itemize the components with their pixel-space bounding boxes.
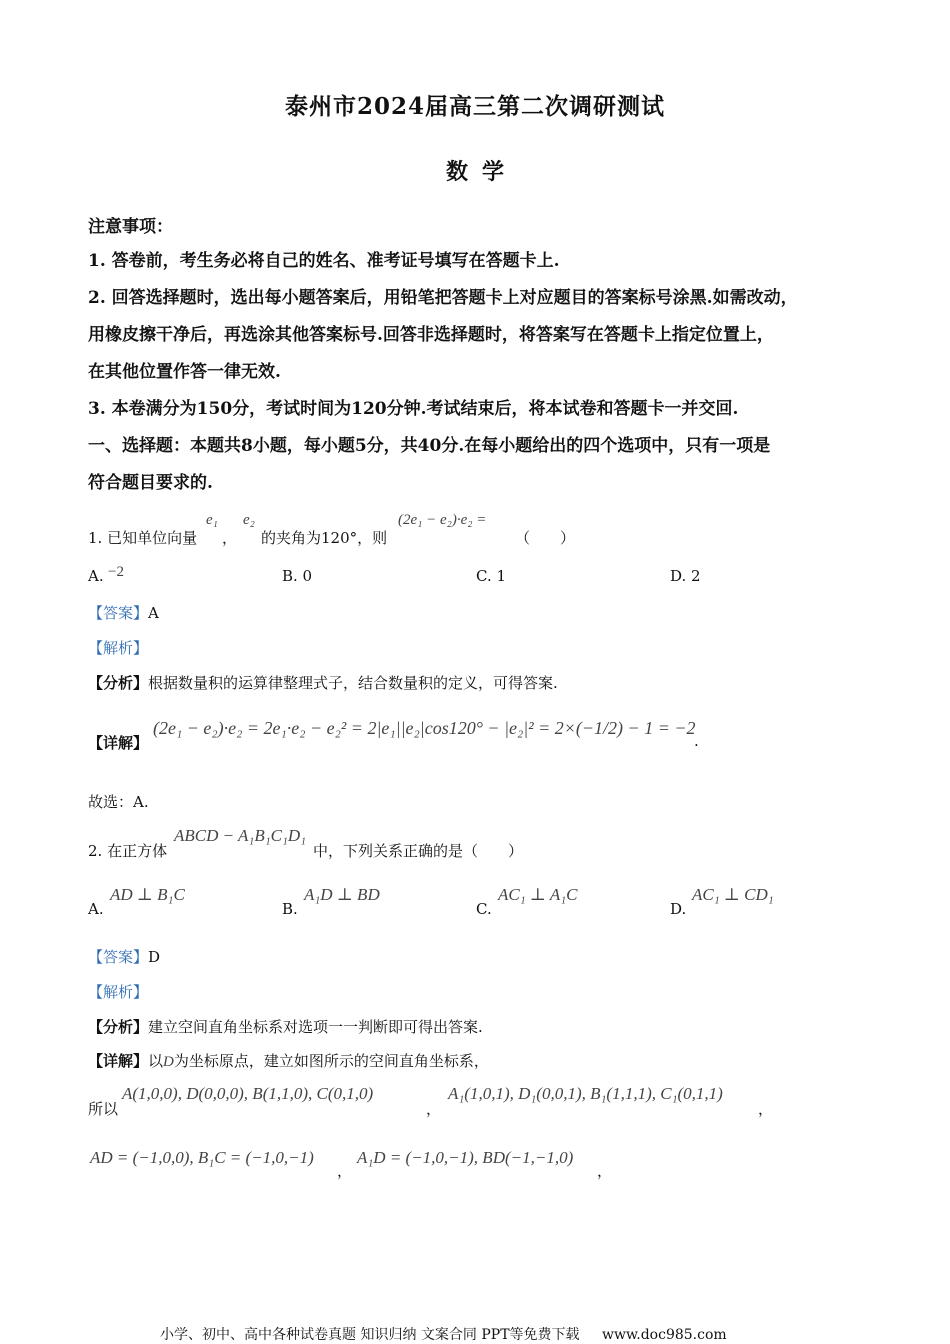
q2-vectors-1: AD = (−1,0,0), B₁C = (−1,0,−1) (90, 1148, 314, 1167)
detail-tag: 【详解】 (88, 734, 149, 752)
q2-cube: ABCD − A₁B₁C₁D₁ (174, 826, 307, 845)
q2-coords-separator: ， (426, 1100, 442, 1118)
q1-expression: (2e₁ − e₂)·e₂ = (398, 512, 487, 528)
q2-option-b-expr: A₁D ⊥ BD (304, 885, 380, 904)
section-heading-line-2: 符合题目要求的. (88, 473, 213, 493)
q1-detail-expression: (2e₁ − e₂)·e₂ = 2e₁·e₂ − e₂² = 2|e₁||e₂|cos120° − |e₂|² = 2×(−1/2) − 1 = −2 (153, 718, 696, 738)
q2-option-c-expr: AC₁ ⊥ A₁C (498, 885, 578, 904)
q1-var-e2: e₂ (243, 512, 255, 528)
q2-detail-var: D (163, 1054, 174, 1070)
notice-item-1: 1. 答卷前，考生务必将自己的姓名、准考证号填写在答题卡上. (88, 251, 560, 271)
q1-fenxi-text: 根据数量积的运算律整理式子，结合数量积的定义，可得答案. (148, 674, 558, 692)
q2-fenxi-text: 建立空间直角坐标系对选项一一判断即可得出答案. (148, 1018, 483, 1036)
q2-option-a-label: A. (88, 900, 104, 918)
exam-title: 泰州市2024届高三第二次调研测试 (284, 93, 665, 120)
q2-detail-rest: 为坐标原点，建立如图所示的空间直角坐标系， (173, 1052, 489, 1070)
q2-vectors-separator: ， (337, 1162, 353, 1180)
q1-detail-line (88, 732, 148, 753)
footer-description: 小学、初中、高中各种试卷真题 知识归纳 文案合同 PPT等免费下载 (160, 1327, 580, 1343)
q1-answer: A (148, 604, 159, 622)
q2-coords-group-2: A₁(1,0,1), D₁(0,0,1), B₁(1,1,1), C₁(0,1,1) (448, 1084, 723, 1103)
q1-var-e1: e₁ (206, 512, 218, 528)
q2-option-b-label: B. (282, 900, 298, 918)
q1-stem-middle: 的夹角为120°，则 (261, 529, 388, 547)
q1-separator: ， (222, 529, 238, 547)
q2-detail-prefix: 以 (148, 1052, 164, 1070)
subject-title: 数学 (445, 159, 518, 185)
q1-stem-start: 1. 已知单位向量 (88, 529, 198, 547)
q1-option-d: D. 2 (670, 567, 701, 585)
q1-conclusion: 故选：A. (88, 793, 149, 811)
q1-fenxi-line (88, 672, 558, 693)
fenxi-tag: 【分析】 (88, 1018, 149, 1036)
q2-option-a-expr: AD ⊥ B₁C (110, 885, 185, 904)
q2-stem-end: 中，下列关系正确的是（ ） (313, 842, 524, 860)
q1-paren: （ ） (515, 529, 576, 547)
q1-option-a-value: −2 (108, 564, 124, 580)
footer-text (160, 1324, 727, 1344)
q2-coords-group-1: A(1,0,0), D(0,0,0), B(1,1,0), C(0,1,0) (122, 1084, 374, 1103)
answer-tag: 【答案】 (88, 604, 149, 622)
q1-option-a-label: A. (88, 567, 104, 585)
q2-vectors-2: A₁D = (−1,0,−1), BD(−1,−1,0) (357, 1148, 574, 1167)
section-heading-line-1: 一、选择题：本题共8小题，每小题5分，共40分.在每小题给出的四个选项中，只有一项是 (88, 436, 771, 456)
q1-analysis-tag: 【解析】 (88, 639, 149, 657)
q1-detail-end: . (694, 732, 699, 750)
notice-item-3: 3. 本卷满分为150分，考试时间为120分钟.考试结束后，将本试卷和答题卡一并交回. (88, 399, 739, 419)
detail-tag: 【详解】 (88, 1052, 149, 1070)
q2-coords-end: ， (758, 1100, 774, 1118)
answer-tag: 【答案】 (88, 948, 149, 966)
q1-option-b: B. 0 (282, 567, 313, 585)
footer-url[interactable]: www.doc985.com (601, 1327, 727, 1343)
q2-vectors-end: ， (597, 1162, 613, 1180)
fenxi-tag: 【分析】 (88, 674, 149, 692)
q2-option-c-label: C. (476, 900, 492, 918)
q2-detail-line (88, 1050, 489, 1071)
notice-item-2-line-1: 2. 回答选择题时，选出每小题答案后，用铅笔把答题卡上对应题目的答案标号涂黑.如需改动， (88, 288, 798, 308)
q2-fenxi-line (88, 1016, 483, 1037)
q1-answer-line (88, 602, 159, 623)
notice-heading: 注意事项： (88, 217, 173, 237)
q2-option-d-label: D. (670, 900, 687, 918)
q2-option-d-expr: AC₁ ⊥ CD₁ (692, 885, 774, 904)
q2-coords-prefix: 所以 (88, 1100, 119, 1118)
q2-stem-start: 2. 在正方体 (88, 842, 168, 860)
q2-analysis-tag: 【解析】 (88, 983, 149, 1001)
q2-answer-line (88, 946, 160, 967)
notice-item-2-line-3: 在其他位置作答一律无效. (88, 362, 281, 382)
q1-option-c: C. 1 (476, 567, 507, 585)
q2-answer: D (148, 948, 161, 966)
notice-item-2-line-2: 用橡皮擦干净后，再选涂其他答案标号.回答非选择题时，将答案写在答题卡上指定位置上， (88, 325, 774, 345)
